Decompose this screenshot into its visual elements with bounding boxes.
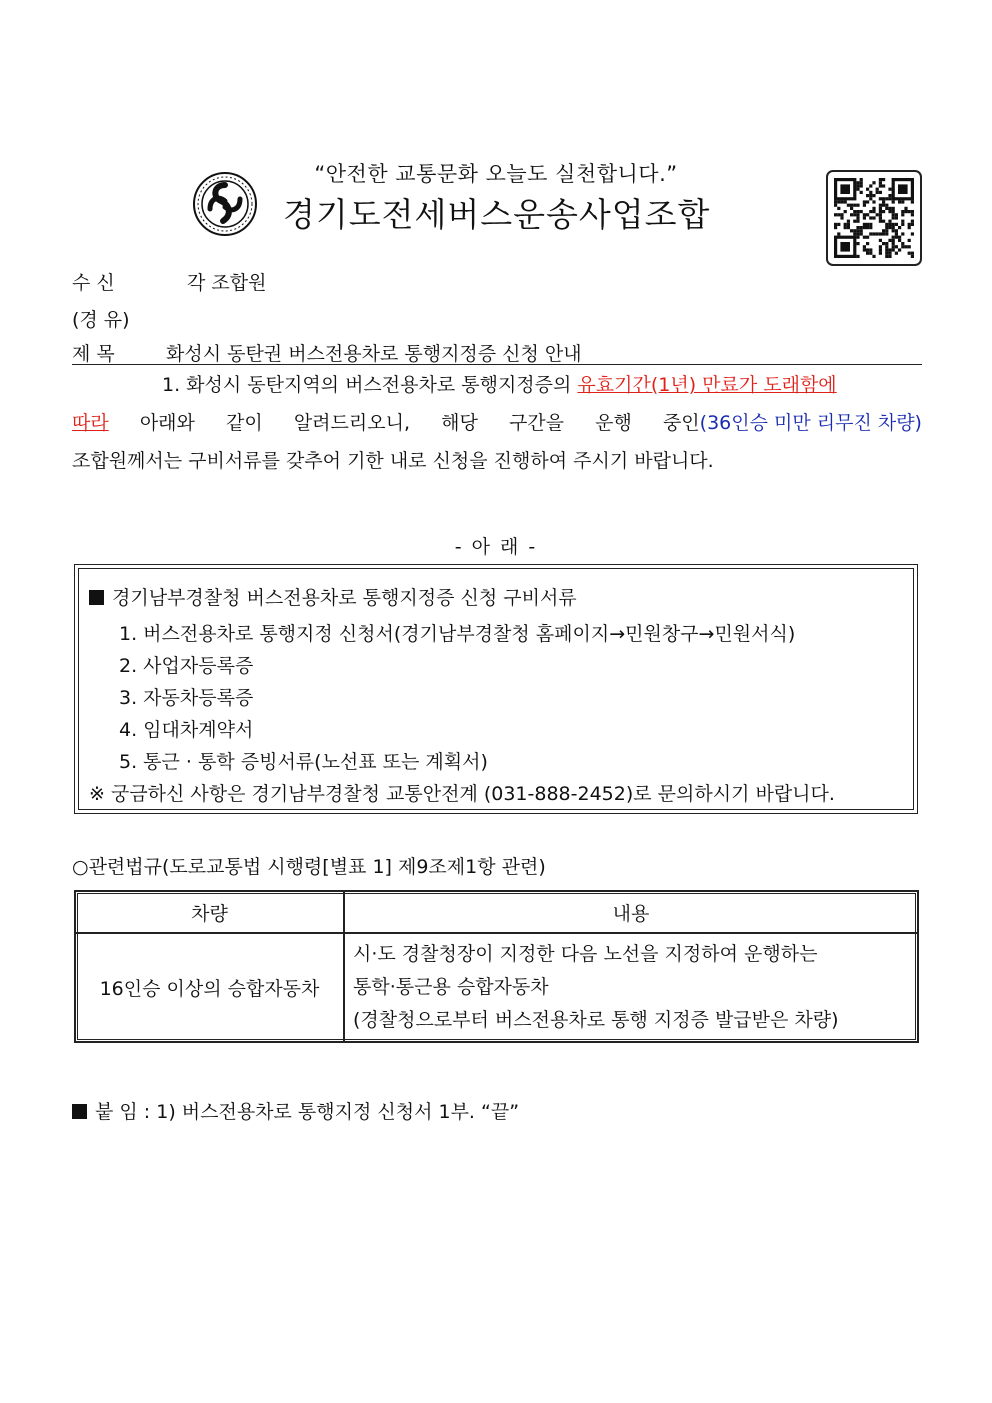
attachment-line — [72, 1097, 519, 1124]
subject-label: 제 목 — [72, 343, 115, 365]
recipient-label: 수 신 — [72, 272, 115, 294]
list-item: 5. 통근 · 통학 증빙서류(노선표 또는 계획서) — [119, 751, 488, 773]
law-title: ○관련법규(도로교통법 시행령[별표 1] 제9조제1항 관련) — [72, 856, 546, 878]
table-header-row — [75, 891, 918, 933]
paragraph-word: 구간을 — [508, 412, 564, 434]
highlight-red-text: 유효기간(1년) 만료가 도래함에 — [577, 374, 837, 396]
required-documents-box — [74, 564, 918, 814]
list-item: 4. 임대차계약서 — [119, 719, 254, 741]
paragraph-text: 1. 화성시 동탄지역의 버스전용차로 통행지정증의 — [162, 374, 578, 396]
section-heading: - 아 래 - — [454, 536, 538, 558]
union-logo-icon — [192, 171, 258, 237]
required-documents-title — [89, 583, 577, 610]
highlight-blue-text: (36인승 미만 리무진 차량) — [699, 412, 922, 434]
subject-value: 화성시 동탄권 버스전용차로 통행지정증 신청 안내 — [166, 343, 582, 365]
list-item: 2. 사업자등록증 — [119, 655, 254, 677]
list-item: 1. 버스전용차로 통행지정 신청서(경기남부경찰청 홈페이지→민원창구→민원서식) — [119, 623, 796, 645]
content-cell — [344, 933, 918, 1042]
vehicle-cell: 16인승 이상의 승합자동차 — [75, 933, 344, 1042]
column-header: 내용 — [344, 891, 918, 933]
contact-note: ※ 궁금하신 사항은 경기남부경찰청 교통안전계 (031-888-2452)로 문의하시기 바랍니다. — [89, 783, 835, 805]
required-documents-title-text: 경기남부경찰청 버스전용차로 통행지정증 신청 구비서류 — [112, 587, 577, 609]
highlight-red-text: 따라 — [72, 412, 109, 434]
via-label: (경 유) — [72, 309, 130, 331]
organization-name: 경기도전세버스운송사업조합 — [283, 195, 711, 234]
content-line: (경찰청으로부터 버스전용차로 통행 지정증 발급받은 차량) — [353, 1009, 839, 1031]
list-item: 3. 자동차등록증 — [119, 687, 254, 709]
column-header: 차량 — [75, 891, 344, 933]
paragraph-line-1 — [72, 366, 922, 404]
law-table — [74, 890, 919, 1043]
body-paragraph — [72, 366, 922, 480]
paragraph-word: 중인(36인승 미만 리무진 차량) — [662, 412, 922, 434]
content-line: 통학·통근용 승합자동차 — [353, 976, 549, 998]
attachment-text: 붙 임 : 1) 버스전용차로 통행지정 신청서 1부. “끝” — [95, 1101, 520, 1123]
paragraph-word: 같이 — [226, 412, 263, 434]
square-bullet-icon — [89, 590, 104, 605]
table-row — [75, 933, 918, 1042]
slogan: “안전한 교통문화 오늘도 실천합니다.” — [314, 162, 678, 186]
paragraph-word: 아래와 — [139, 412, 195, 434]
paragraph-word: 해당 — [441, 412, 478, 434]
recipient-value: 각 조합원 — [187, 272, 267, 294]
paragraph-line-2 — [72, 404, 922, 442]
square-bullet-icon — [72, 1104, 87, 1119]
paragraph-line-3: 조합원께서는 구비서류를 갖추어 기한 내로 신청을 진행하여 주시기 바랍니다. — [72, 450, 714, 472]
subject-divider — [72, 364, 922, 365]
content-line: 시·도 경찰청장이 지정한 다음 노선을 지정하여 운행하는 — [353, 943, 818, 965]
paragraph-word: 알려드리오니, — [293, 412, 410, 434]
qr-code-icon — [826, 170, 922, 266]
paragraph-word: 운행 — [595, 412, 632, 434]
